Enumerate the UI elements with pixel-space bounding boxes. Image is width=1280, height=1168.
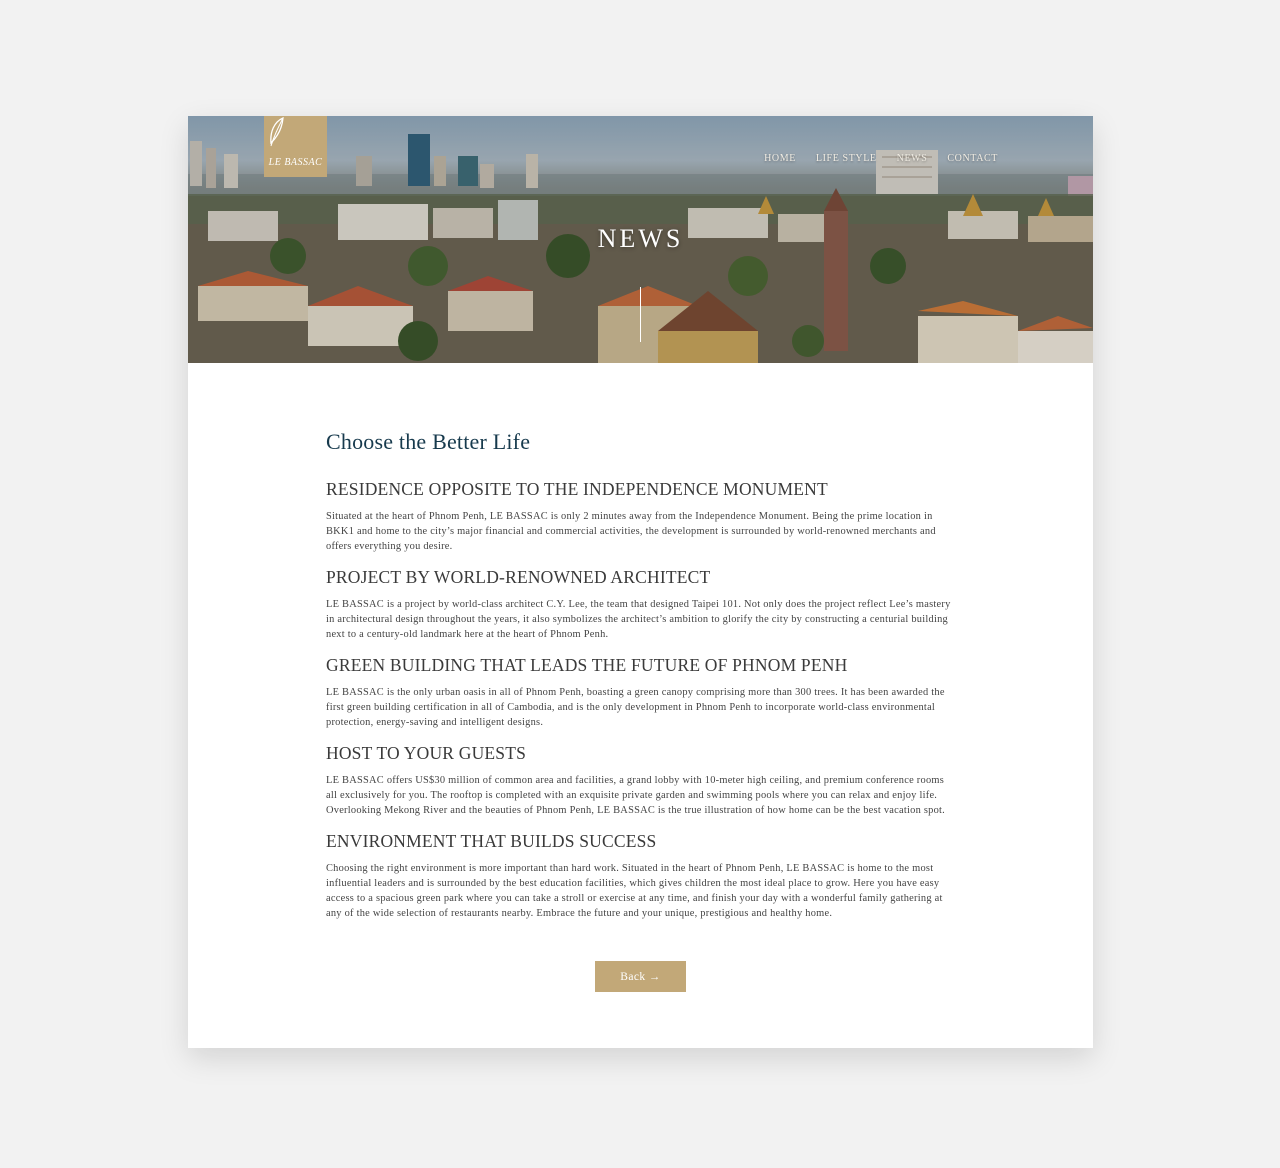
nav-item-contact[interactable]: CONTACT (947, 153, 998, 164)
section-heading: ENVIRONMENT THAT BUILDS SUCCESS (326, 831, 657, 851)
section-heading: GREEN BUILDING THAT LEADS THE FUTURE OF PHNOM PENH (326, 655, 848, 675)
article-section (326, 478, 956, 554)
nav-item-lifestyle[interactable]: LIFE STYLE (815, 153, 877, 164)
brand-logo[interactable] (264, 116, 327, 177)
hero-banner (188, 116, 1093, 363)
section-heading: PROJECT BY WORLD-RENOWNED ARCHITECT (326, 567, 711, 587)
article-title: Choose the Better Life (326, 429, 531, 454)
article (326, 429, 956, 933)
section-body: Choosing the right environment is more important than hard work. Situated in the heart of Phnom Penh, LE BASSAC is home to the most influential leaders and is surrounded by the best education facilities, which gives children the most ideal place to grow. Here you have easy access to a spacious green park where you can take a stroll or exercise at any time, and finish your day with a wonderful family gathering at any of the wide selection of restaurants nearby. Embrace the future and your unique, prestigious and healthy home. (326, 863, 943, 919)
main-nav (764, 153, 998, 164)
logo-text: LE BASSAC (268, 157, 323, 168)
hero-title: NEWS (597, 224, 684, 253)
article-section (326, 830, 956, 921)
section-body: LE BASSAC offers US$30 million of common area and facilities, a grand lobby with 10-meter high ceiling, and premium conference rooms all exclusively for you. The rooftop is completed with an exquisite private garden and swimming pools where you can relax and enjoy life. Overlooking Mekong River and the beauties of Phnom Penh, LE BASSAC is the true illustration of how home can be the best vacation spot. (326, 775, 946, 816)
article-section (326, 654, 956, 730)
hero-divider (640, 287, 641, 342)
back-button[interactable]: Back → (595, 961, 686, 992)
section-heading: HOST TO YOUR GUESTS (326, 743, 527, 763)
nav-item-news[interactable]: NEWS (896, 153, 928, 164)
section-body: LE BASSAC is a project by world-class architect C.Y. Lee, the team that designed Taipei 101. Not only does the project reflect Lee’s mastery in architectural design throughout the years, it also symbolizes the architect’s ambition to glorify the city by constructing a centurial building next to a century-old landmark here at the heart of Phnom Penh. (326, 599, 951, 640)
article-section (326, 566, 956, 642)
nav-item-home[interactable]: HOME (764, 153, 796, 164)
section-body: Situated at the heart of Phnom Penh, LE BASSAC is only 2 minutes away from the Independence Monument. Being the prime location in BKK1 and home to the city’s major financial and commercial activities, the development is surrounded by world-renowned merchants and offers everything you desire. (326, 511, 936, 552)
section-heading: RESIDENCE OPPOSITE TO THE INDEPENDENCE MONUMENT (326, 479, 828, 499)
feather-icon (264, 116, 290, 148)
page-card (188, 116, 1093, 1048)
article-section (326, 742, 956, 818)
section-body: LE BASSAC is the only urban oasis in all of Phnom Penh, boasting a green canopy comprising more than 300 trees. It has been awarded the first green building certification in all of Cambodia, and is the only development in Phnom Penh to incorporate world-class environmental protection, energy-saving and intelligent designs. (326, 687, 945, 728)
